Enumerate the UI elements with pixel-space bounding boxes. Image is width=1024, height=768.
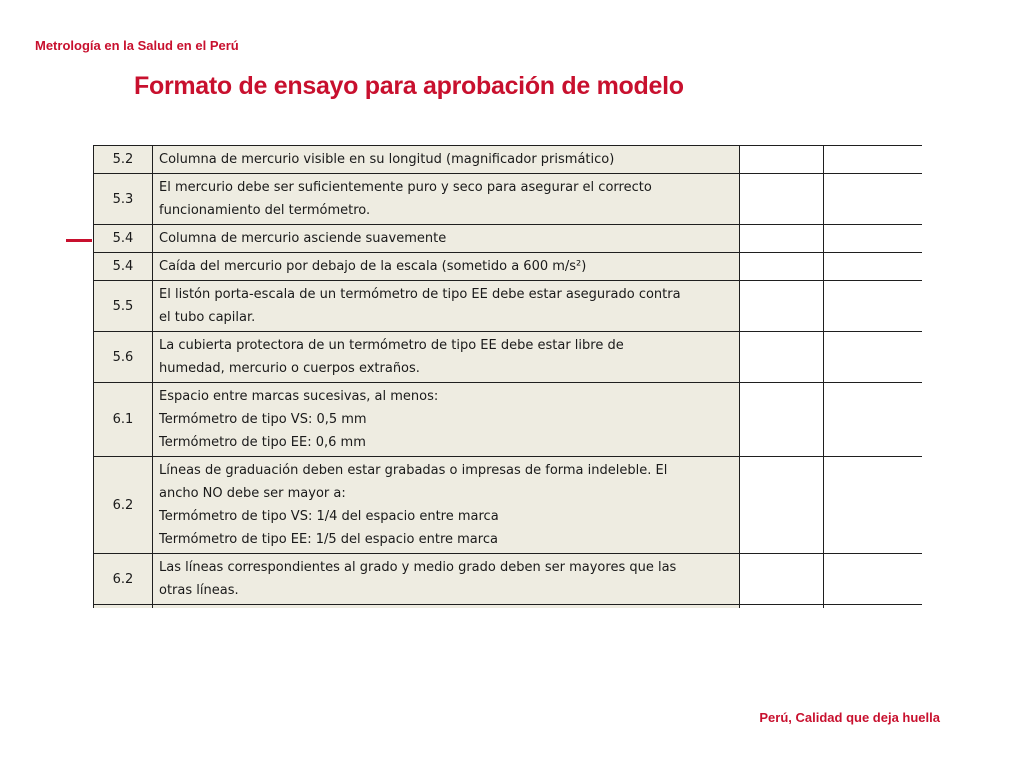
requirement-description <box>153 554 740 605</box>
requirement-description <box>153 146 740 174</box>
result-cell-b <box>824 253 923 281</box>
result-cell-a <box>740 146 824 174</box>
description-line: El listón porta-escala de un termómetro de tipo EE debe estar asegurado contra <box>159 287 681 302</box>
result-cell-b <box>824 174 923 225</box>
table-row <box>94 457 923 554</box>
description-line: Columna de mercurio visible en su longitud (magnificador prismático) <box>159 152 615 167</box>
result-cell-a <box>740 281 824 332</box>
clause-number: 6.2 <box>94 554 153 605</box>
table-row <box>94 554 923 605</box>
description-line: La cubierta protectora de un termómetro de tipo EE debe estar libre de <box>159 338 624 353</box>
table-row <box>94 281 923 332</box>
result-cell-a <box>740 383 824 457</box>
requirement-description <box>153 332 740 383</box>
requirement-description <box>153 225 740 253</box>
result-cell-b <box>824 383 923 457</box>
header-organization: Metrología en la Salud en el Perú <box>35 38 239 53</box>
description-line: Termómetro de tipo VS: 0,5 mm <box>159 412 367 427</box>
result-cell-b <box>824 146 923 174</box>
table-row <box>94 225 923 253</box>
table-row <box>94 146 923 174</box>
test-format-table <box>93 145 922 608</box>
cutoff-cell <box>824 605 923 609</box>
result-cell-a <box>740 253 824 281</box>
description-line: otras líneas. <box>159 583 239 598</box>
cutoff-cell <box>740 605 824 609</box>
table-row <box>94 332 923 383</box>
table-row <box>94 174 923 225</box>
clause-number: 5.2 <box>94 146 153 174</box>
requirement-description <box>153 174 740 225</box>
description-line: Termómetro de tipo EE: 0,6 mm <box>159 435 366 450</box>
description-line: Termómetro de tipo EE: 1/5 del espacio entre marca <box>159 532 498 547</box>
result-cell-a <box>740 174 824 225</box>
description-line: ancho NO debe ser mayor a: <box>159 486 346 501</box>
description-line: el tubo capilar. <box>159 310 256 325</box>
description-line: humedad, mercurio o cuerpos extraños. <box>159 361 420 376</box>
description-line: Espacio entre marcas sucesivas, al menos: <box>159 389 439 404</box>
footer-tagline: Perú, Calidad que deja huella <box>759 710 940 725</box>
description-line: Columna de mercurio asciende suavemente <box>159 231 447 246</box>
slide-title: Formato de ensayo para aprobación de modelo <box>134 72 684 100</box>
clause-number: 5.4 <box>94 225 153 253</box>
result-cell-b <box>824 457 923 554</box>
clause-number: 5.4 <box>94 253 153 281</box>
cutoff-cell <box>153 605 740 609</box>
description-line: Las líneas correspondientes al grado y medio grado deben ser mayores que las <box>159 560 677 575</box>
description-line: El mercurio debe ser suficientemente puro y seco para asegurar el correcto <box>159 180 652 195</box>
result-cell-b <box>824 281 923 332</box>
clause-number: 5.3 <box>94 174 153 225</box>
result-cell-a <box>740 332 824 383</box>
clause-number: 5.6 <box>94 332 153 383</box>
result-cell-b <box>824 554 923 605</box>
requirement-description <box>153 253 740 281</box>
description-line: Termómetro de tipo VS: 1/4 del espacio entre marca <box>159 509 499 524</box>
requirement-description <box>153 281 740 332</box>
description-line: Líneas de graduación deben estar grabadas o impresas de forma indeleble. El <box>159 463 668 478</box>
table-row <box>94 383 923 457</box>
result-cell-a <box>740 225 824 253</box>
result-cell-a <box>740 554 824 605</box>
result-cell-b <box>824 332 923 383</box>
result-cell-a <box>740 457 824 554</box>
description-line: funcionamiento del termómetro. <box>159 203 371 218</box>
clause-number: 6.1 <box>94 383 153 457</box>
red-dash-decoration <box>66 239 92 242</box>
requirement-description <box>153 383 740 457</box>
table-row <box>94 253 923 281</box>
requirement-description <box>153 457 740 554</box>
clause-number: 5.5 <box>94 281 153 332</box>
clause-number: 6.2 <box>94 457 153 554</box>
description-line: Caída del mercurio por debajo de la escala (sometido a 600 m/s²) <box>159 259 587 274</box>
table-body <box>94 146 923 609</box>
result-cell-b <box>824 225 923 253</box>
cutoff-cell <box>94 605 153 609</box>
table-row-cutoff <box>94 605 923 609</box>
